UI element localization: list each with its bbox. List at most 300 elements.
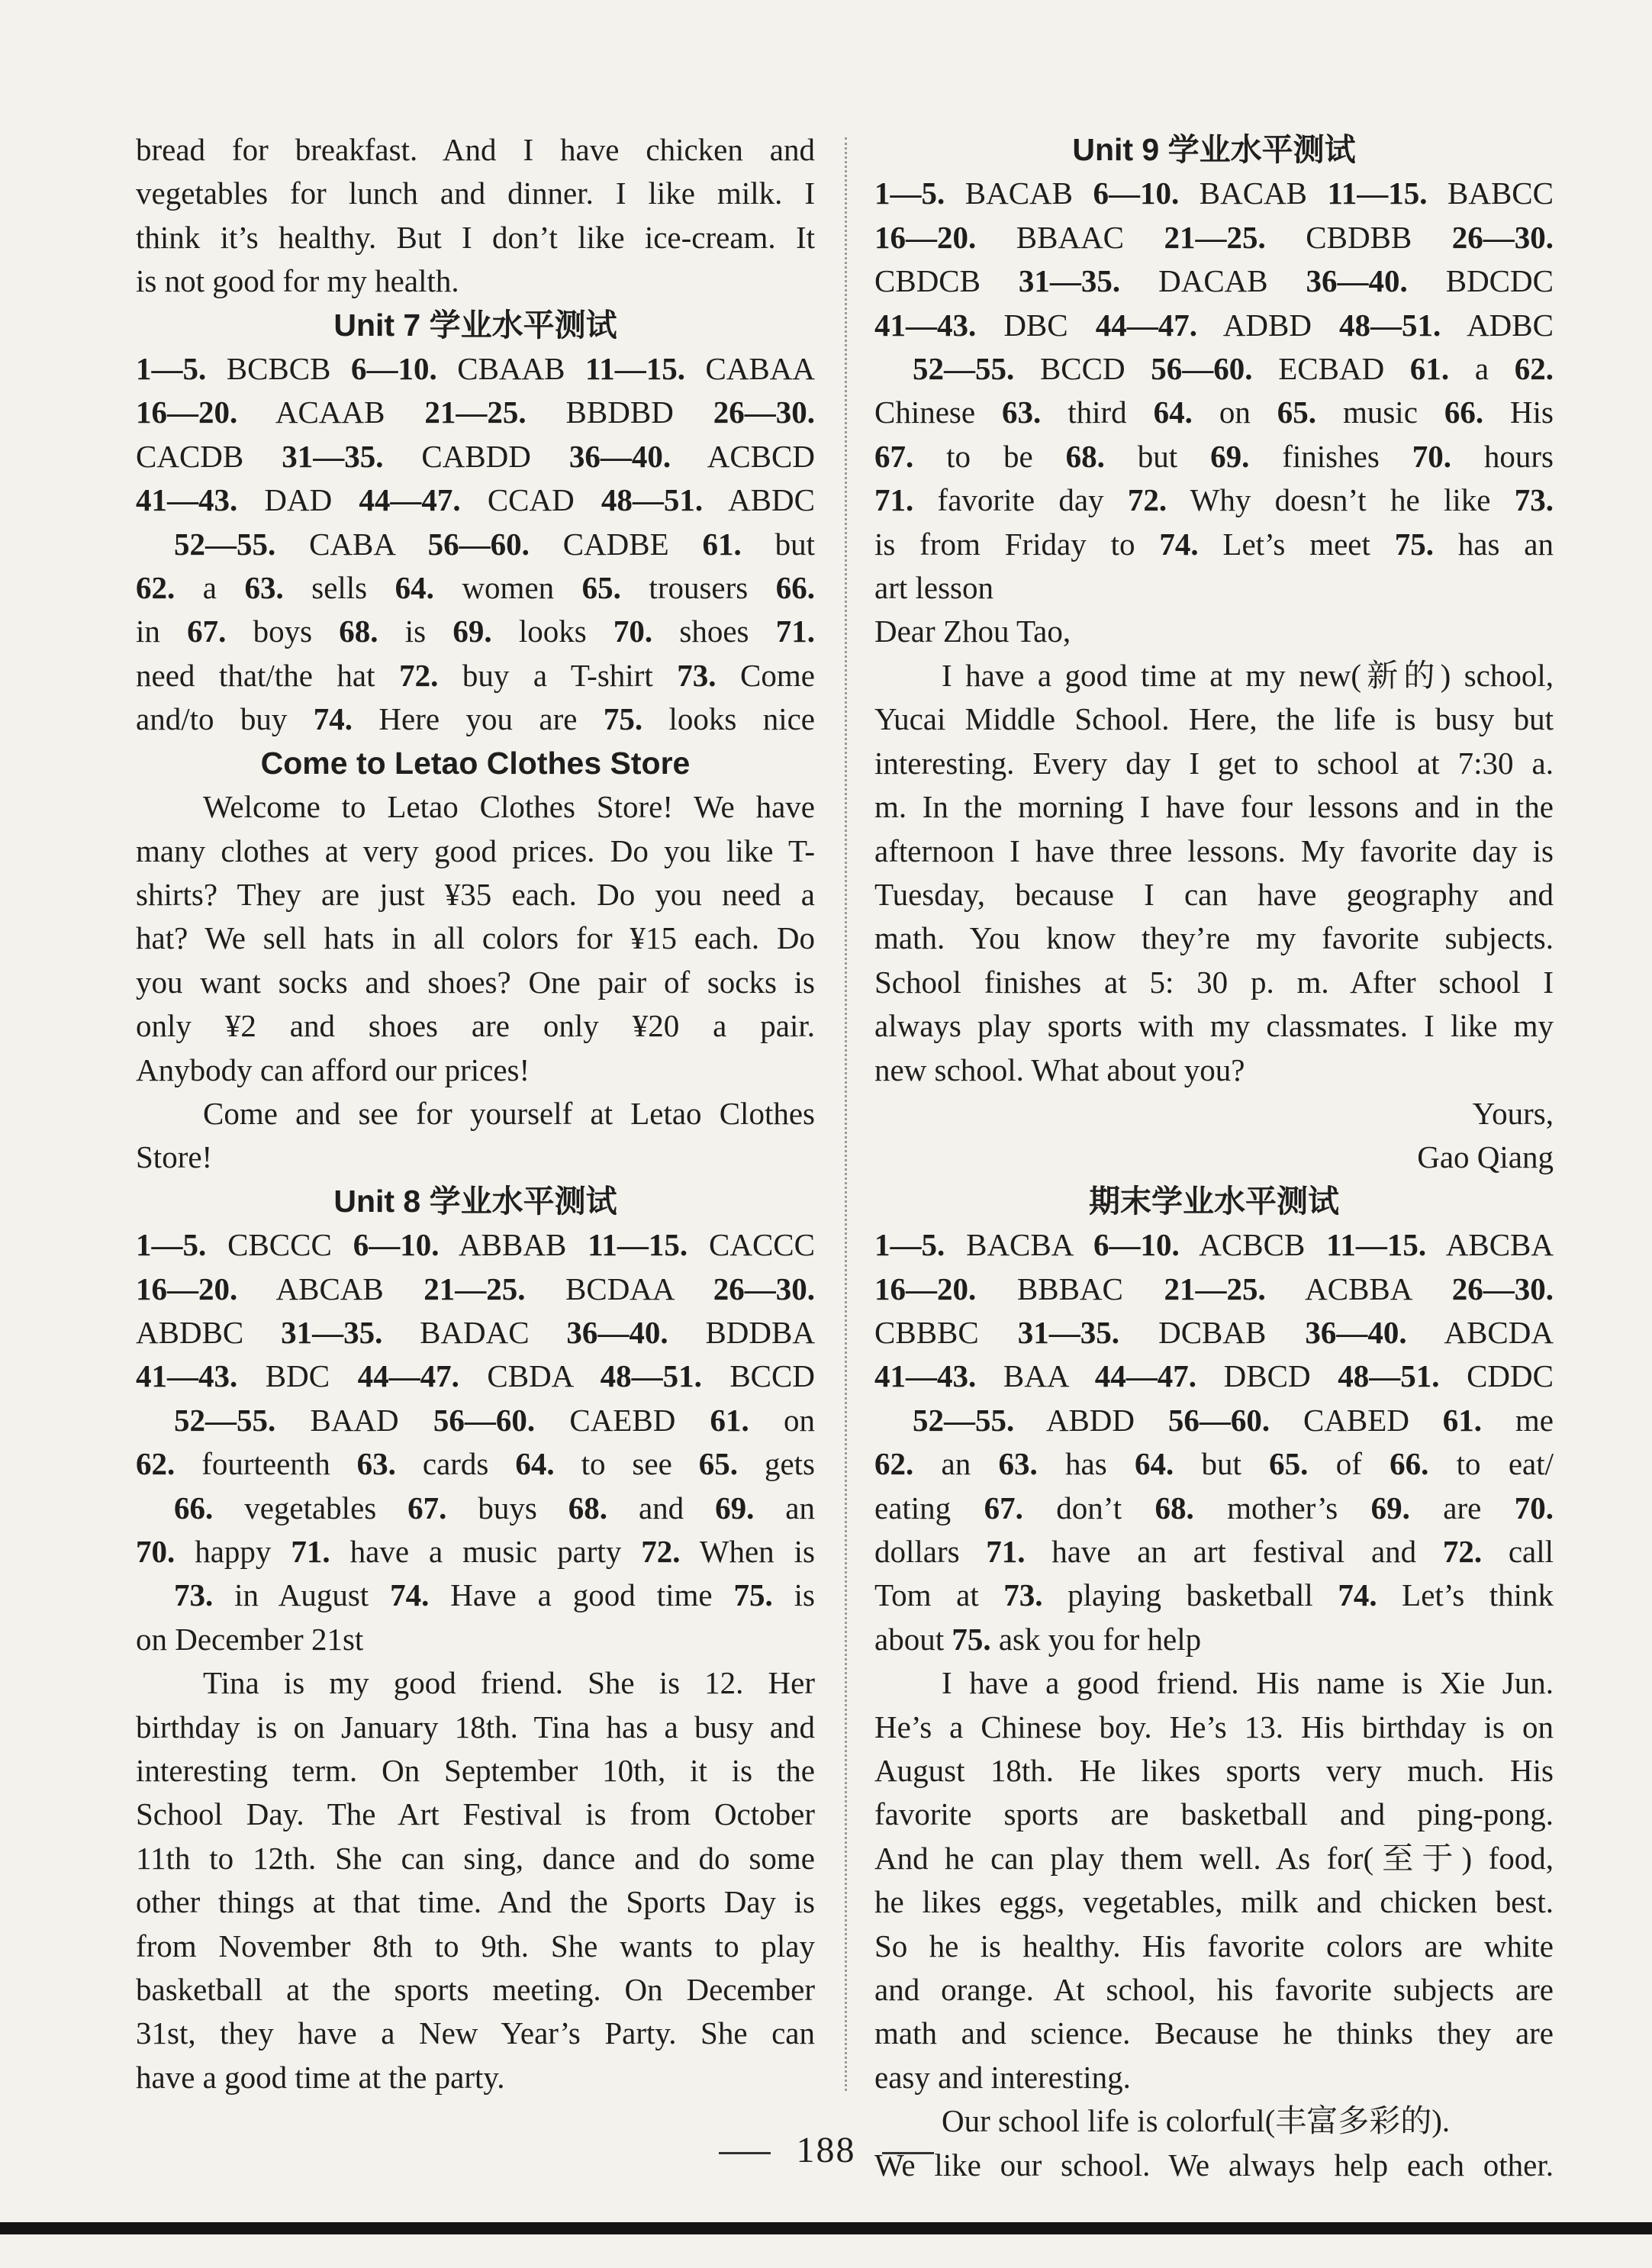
answer-line xyxy=(874,1442,1554,1486)
answer-text: shoes xyxy=(652,614,776,649)
answer-number: 68. xyxy=(339,614,378,649)
text-line: shirts? They are just ¥35 each. Do you need a xyxy=(136,876,815,912)
answer-text: CADBE xyxy=(529,526,703,562)
answer-text: gets xyxy=(738,1446,816,1482)
answer-text: an xyxy=(754,1490,815,1525)
answer-text: Let’s meet xyxy=(1198,526,1395,562)
answer-text: DBCD xyxy=(1196,1358,1338,1394)
text-line: favorite sports are basketball and ping-pong. xyxy=(874,1796,1554,1832)
text-line: birthday is on January 18th. Tina has a busy and xyxy=(136,1709,815,1744)
answer-line xyxy=(874,172,1554,215)
answer-text: CBDBB xyxy=(1265,219,1452,255)
answer-number: 56—60. xyxy=(1167,1402,1270,1438)
answer-text: Let’s think xyxy=(1377,1577,1554,1613)
answer-number: 66. xyxy=(174,1490,214,1525)
answer-text: ACBCB xyxy=(1179,1227,1327,1263)
answer-line xyxy=(136,1355,815,1398)
answer-text: ABCDA xyxy=(1406,1314,1554,1350)
answer-number: 72. xyxy=(1442,1534,1483,1569)
text-line: And he can play them well. As for(至于) food, xyxy=(874,1840,1554,1876)
answer-line xyxy=(136,435,815,478)
answer-text: ABDC xyxy=(703,482,815,518)
answer-line xyxy=(874,1574,1554,1617)
answer-text: CABED xyxy=(1270,1402,1443,1438)
page-number-text: 188 xyxy=(796,2130,856,2170)
unit-9-title: Unit 9 学业水平测试 xyxy=(1072,132,1356,167)
text-line: math and science. Because he thinks they are xyxy=(874,2015,1554,2051)
answer-text: playing basketball xyxy=(1042,1577,1338,1613)
answer-line xyxy=(136,610,815,653)
answer-number: 6—10. xyxy=(1093,1227,1180,1263)
answer-number: 44—47. xyxy=(357,1358,459,1394)
answer-number: 73. xyxy=(1003,1577,1043,1613)
answer-number: 31—35. xyxy=(281,1314,383,1350)
answer-number: 67. xyxy=(407,1490,447,1525)
answer-line xyxy=(874,216,1554,259)
answer-text: Come xyxy=(716,657,815,693)
answer-text: looks xyxy=(491,614,613,649)
answer-text: in August xyxy=(213,1577,391,1613)
text-line: basketball at the sports meeting. On December xyxy=(136,1972,815,2008)
answer-text: BACBA xyxy=(945,1227,1093,1263)
answer-number: 61. xyxy=(1442,1402,1483,1438)
text-line: math. You know they’re my favorite subjects. xyxy=(874,920,1554,956)
answer-text: BDCDC xyxy=(1407,263,1554,299)
answer-line xyxy=(136,697,815,741)
answer-text: me xyxy=(1482,1402,1554,1438)
answer-number: 64. xyxy=(1153,395,1193,430)
answer-number: 65. xyxy=(581,570,621,606)
answer-line xyxy=(874,523,1554,566)
answer-number: 63. xyxy=(998,1446,1038,1482)
answer-number: 75. xyxy=(952,1621,991,1657)
answer-text: Tom at xyxy=(874,1577,1004,1613)
text-line: only ¥2 and shoes are only ¥20 a pair. xyxy=(136,1008,815,1044)
answer-number: 1—5. xyxy=(874,1227,945,1263)
answer-text: BCCD xyxy=(701,1358,815,1394)
answer-text: ABBAB xyxy=(439,1227,588,1263)
answer-line xyxy=(136,1618,815,1661)
text-line: We like our school. We always help each other. xyxy=(874,2147,1554,2183)
text-line: He’s a Chinese boy. He’s 13. His birthday is on xyxy=(874,1709,1554,1744)
text-line: is not good for my health. xyxy=(136,263,459,299)
answer-text: have an art festival and xyxy=(1025,1534,1443,1569)
answer-text: about xyxy=(874,1621,952,1657)
answer-number: 70. xyxy=(1514,1490,1554,1525)
answer-text: on xyxy=(1192,395,1277,430)
unit-7-title: Unit 7 学业水平测试 xyxy=(333,307,617,343)
scan-edge-bar xyxy=(0,2222,1652,2234)
answer-number: 69. xyxy=(452,614,492,649)
final-test-title: 期末学业水平测试 xyxy=(1089,1183,1339,1219)
text-line: always play sports with my classmates. I like my xyxy=(874,1008,1554,1044)
answer-text: BCDAA xyxy=(525,1271,713,1306)
answer-text: CACCC xyxy=(688,1227,816,1263)
letter-signature: Gao Qiang xyxy=(1417,1139,1554,1175)
letter-closing: Yours, xyxy=(1472,1095,1554,1131)
answer-number: 74. xyxy=(313,701,353,737)
text-line: Tuesday, because I can have geography and xyxy=(874,876,1554,912)
answer-text: sells xyxy=(283,570,395,606)
answer-text: art lesson xyxy=(874,570,993,606)
answer-number: 26—30. xyxy=(713,1271,815,1306)
answer-number: 31—35. xyxy=(282,438,384,474)
answer-line xyxy=(874,1268,1554,1311)
answer-text: BAAD xyxy=(275,1402,433,1438)
answer-number: 48—51. xyxy=(1339,307,1441,343)
answer-text: to see xyxy=(554,1446,699,1482)
answer-text: third xyxy=(1041,395,1154,430)
answer-text: Here you are xyxy=(353,701,604,737)
answer-number: 64. xyxy=(515,1446,555,1482)
answer-text: ACAAB xyxy=(237,395,425,430)
answer-number: 70. xyxy=(136,1534,176,1569)
text-line: School Day. The Art Festival is from October xyxy=(136,1796,815,1832)
text-line: August 18th. He likes sports very much. His xyxy=(874,1753,1554,1789)
answer-number: 72. xyxy=(641,1534,681,1569)
answer-number: 21—25. xyxy=(424,395,527,430)
answer-number: 73. xyxy=(174,1577,214,1613)
answer-number: 61. xyxy=(702,526,742,562)
answer-number: 69. xyxy=(715,1490,755,1525)
answer-number: 52—55. xyxy=(913,1402,1015,1438)
answer-number: 62. xyxy=(1514,351,1554,387)
answer-number: 48—51. xyxy=(1338,1358,1440,1394)
answer-text: is from Friday to xyxy=(874,526,1160,562)
answer-text: CACDB xyxy=(136,438,282,474)
answer-number: 72. xyxy=(399,657,439,693)
answer-text: BBAAC xyxy=(976,219,1164,255)
answer-text: looks nice xyxy=(642,701,816,737)
answer-number: 31—35. xyxy=(1017,1314,1120,1350)
answer-text: need that/the hat xyxy=(136,657,400,693)
answer-line xyxy=(874,1399,1554,1442)
answer-number: 67. xyxy=(984,1490,1023,1525)
answer-text: has xyxy=(1037,1446,1135,1482)
answer-text: BDC xyxy=(237,1358,358,1394)
answer-text: of xyxy=(1308,1446,1390,1482)
answer-number: 1—5. xyxy=(874,176,945,211)
answer-number: 36—40. xyxy=(568,438,671,474)
answer-text: CABA xyxy=(275,526,428,562)
text-line: you want socks and shoes? One pair of socks is xyxy=(136,964,815,1000)
answer-number: 69. xyxy=(1210,438,1250,474)
answer-number: 6—10. xyxy=(350,351,437,387)
answer-number: 11—15. xyxy=(588,1227,688,1263)
answer-text: DBC xyxy=(976,307,1096,343)
answer-text: BBBAC xyxy=(976,1271,1164,1306)
answer-text: cards xyxy=(395,1446,516,1482)
answer-number: 16—20. xyxy=(874,219,977,255)
answer-number: 73. xyxy=(677,657,717,693)
text-line: Our school life is colorful(丰富多彩的). xyxy=(942,2103,1451,2139)
answer-number: 44—47. xyxy=(1094,1358,1197,1394)
answer-text: CBDA xyxy=(459,1358,601,1394)
answer-line xyxy=(136,566,815,610)
answer-number: 6—10. xyxy=(353,1227,440,1263)
answer-text: vegetables xyxy=(213,1490,408,1525)
answer-number: 65. xyxy=(1269,1446,1309,1482)
answer-text: CABDD xyxy=(383,438,569,474)
answer-text: ACBBA xyxy=(1265,1271,1452,1306)
answer-text: buy a T-shirt xyxy=(438,657,678,693)
answer-text: CCAD xyxy=(460,482,601,518)
answer-line xyxy=(136,1223,815,1267)
answer-text: ABDBC xyxy=(136,1314,282,1350)
answer-number: 68. xyxy=(568,1490,608,1525)
answer-text: but xyxy=(1174,1446,1270,1482)
answer-number: 64. xyxy=(394,570,434,606)
answer-text: When is xyxy=(680,1534,815,1569)
store-essay-title: Come to Letao Clothes Store xyxy=(260,745,691,781)
answer-text: Have a good time xyxy=(429,1577,734,1613)
answer-text: CAEBD xyxy=(535,1402,710,1438)
answer-text: Chinese xyxy=(874,395,1003,430)
answer-text: finishes xyxy=(1249,438,1412,474)
answer-line xyxy=(874,304,1554,347)
text-line: new school. What about you? xyxy=(874,1052,1245,1087)
answer-text: ABCAB xyxy=(237,1271,424,1306)
answer-number: 68. xyxy=(1065,438,1105,474)
answer-number: 52—55. xyxy=(913,351,1015,387)
text-line: 11th to 12th. She can sing, dance and do some xyxy=(136,1840,815,1876)
text-line: School finishes at 5: 30 p. m. After school I xyxy=(874,964,1554,1000)
answer-number: 44—47. xyxy=(1095,307,1197,343)
right-column xyxy=(874,128,1554,2187)
text-line: Store! xyxy=(136,1139,213,1175)
answer-text: fourteenth xyxy=(175,1446,357,1482)
answer-text: mother’s xyxy=(1193,1490,1371,1525)
answer-number: 26—30. xyxy=(1451,1271,1554,1306)
answer-number: 41—43. xyxy=(874,1358,977,1394)
answer-number: 11—15. xyxy=(584,351,685,387)
answer-text: dollars xyxy=(874,1534,987,1569)
answer-text: have a music party xyxy=(330,1534,642,1569)
answer-number: 16—20. xyxy=(136,395,238,430)
answer-number: 52—55. xyxy=(174,1402,276,1438)
answer-number: 65. xyxy=(1277,395,1317,430)
answer-number: 1—5. xyxy=(136,351,207,387)
answer-line xyxy=(136,1487,815,1530)
text-line: Tina is my good friend. She is 12. Her xyxy=(203,1665,815,1701)
answer-text: BBDBD xyxy=(526,395,713,430)
answer-number: 74. xyxy=(390,1577,430,1613)
answer-text: an xyxy=(913,1446,999,1482)
answer-line xyxy=(136,523,815,566)
text-line: vegetables for lunch and dinner. I like milk. I xyxy=(136,176,815,211)
answer-text: ask you for help xyxy=(990,1621,1202,1657)
answer-text: but xyxy=(1104,438,1211,474)
answer-text: music xyxy=(1316,395,1444,430)
answer-text: women xyxy=(433,570,582,606)
answer-number: 6—10. xyxy=(1093,176,1180,211)
text-line: interesting term. On September 10th, it is the xyxy=(136,1753,815,1789)
answer-text: is xyxy=(378,614,453,649)
answer-text: ECBAD xyxy=(1252,351,1410,387)
answer-number: 41—43. xyxy=(136,482,238,518)
text-line: think it’s healthy. But I don’t like ice-cream. It xyxy=(136,219,815,255)
answer-text: don’t xyxy=(1022,1490,1155,1525)
text-line: many clothes at very good prices. Do you like T- xyxy=(136,833,815,868)
answer-number: 16—20. xyxy=(136,1271,238,1306)
answer-number: 48—51. xyxy=(601,482,704,518)
answer-text: His xyxy=(1483,395,1554,430)
text-line: have a good time at the party. xyxy=(136,2059,505,2095)
answer-text: BACAB xyxy=(1179,176,1328,211)
answer-line xyxy=(874,391,1554,434)
answer-number: 62. xyxy=(136,570,176,606)
answer-line xyxy=(874,1530,1554,1574)
answer-number: 74. xyxy=(1159,526,1199,562)
answer-text: BDDBA xyxy=(668,1314,815,1350)
answer-number: 31—35. xyxy=(1018,263,1121,299)
text-line: Yucai Middle School. Here, the life is busy but xyxy=(874,701,1554,737)
answer-number: 62. xyxy=(136,1446,176,1482)
answer-number: 61. xyxy=(710,1402,749,1438)
answer-text: happy xyxy=(175,1534,291,1569)
answer-text: on December 21st xyxy=(136,1621,364,1657)
answer-text: to eat/ xyxy=(1428,1446,1554,1482)
text-line: bread for breakfast. And I have chicken and xyxy=(136,132,815,167)
answer-number: 56—60. xyxy=(433,1402,536,1438)
answer-number: 1—5. xyxy=(136,1227,207,1263)
answer-number: 56—60. xyxy=(1151,351,1253,387)
answer-number: 63. xyxy=(244,570,284,606)
answer-number: 36—40. xyxy=(1306,263,1408,299)
answer-text: BABCC xyxy=(1427,176,1554,211)
text-line: So he is healthy. His favorite colors are white xyxy=(874,1928,1554,1964)
answer-text: BCCD xyxy=(1014,351,1151,387)
answer-number: 71. xyxy=(986,1534,1026,1569)
answer-text: trousers xyxy=(620,570,776,606)
answer-text: are xyxy=(1409,1490,1515,1525)
text-line: I have a good friend. His name is Xie Jun. xyxy=(942,1665,1554,1701)
answer-text: call xyxy=(1482,1534,1554,1569)
answer-number: 72. xyxy=(1127,482,1167,518)
text-line: m. In the morning I have four lessons and in the xyxy=(874,789,1554,825)
answer-text: CDDC xyxy=(1439,1358,1554,1394)
answer-text: BAA xyxy=(976,1358,1095,1394)
answer-text: DAD xyxy=(237,482,359,518)
answer-number: 70. xyxy=(613,614,653,649)
left-column xyxy=(136,128,815,2099)
answer-text: a xyxy=(1449,351,1515,387)
answer-line xyxy=(136,1574,815,1617)
answer-number: 68. xyxy=(1154,1490,1194,1525)
answer-line xyxy=(136,1399,815,1442)
answer-number: 75. xyxy=(1394,526,1434,562)
text-line: from November 8th to 9th. She wants to play xyxy=(136,1928,815,1964)
answer-text: boys xyxy=(226,614,340,649)
answer-text: CBBBC xyxy=(874,1314,1018,1350)
text-line: and orange. At school, his favorite subjects are xyxy=(874,1972,1554,2008)
answer-number: 36—40. xyxy=(1305,1314,1407,1350)
column-divider xyxy=(845,137,847,2091)
text-line: Anybody can afford our prices! xyxy=(136,1052,530,1087)
answer-line xyxy=(874,259,1554,303)
answer-line xyxy=(874,1311,1554,1355)
answer-line xyxy=(136,347,815,391)
answer-line xyxy=(874,435,1554,478)
answer-number: 56—60. xyxy=(427,526,530,562)
unit-8-title: Unit 8 学业水平测试 xyxy=(333,1183,617,1219)
answer-text: ACBCD xyxy=(671,438,815,474)
text-line: Come and see for yourself at Letao Clothes xyxy=(203,1095,815,1131)
answer-line xyxy=(874,1618,1554,1661)
answer-number: 69. xyxy=(1370,1490,1410,1525)
text-line: 31st, they have a New Year’s Party. She can xyxy=(136,2015,815,2051)
answer-number: 11—15. xyxy=(1327,176,1428,211)
answer-line xyxy=(136,1311,815,1355)
answer-number: 64. xyxy=(1134,1446,1174,1482)
answer-line xyxy=(136,1442,815,1486)
answer-number: 73. xyxy=(1514,482,1554,518)
answer-number: 16—20. xyxy=(874,1271,977,1306)
answer-number: 52—55. xyxy=(174,526,276,562)
answer-text: CBDCB xyxy=(874,263,1019,299)
answer-text: BACAB xyxy=(945,176,1093,211)
answer-number: 61. xyxy=(1409,351,1450,387)
answer-number: 44—47. xyxy=(359,482,461,518)
page-number-dash xyxy=(719,2152,771,2154)
page-number-dash xyxy=(882,2152,934,2154)
answer-text: buys xyxy=(446,1490,568,1525)
answer-line xyxy=(136,1268,815,1311)
answer-number: 26—30. xyxy=(713,395,815,430)
letter-greeting: Dear Zhou Tao, xyxy=(874,614,1071,649)
answer-number: 71. xyxy=(775,614,815,649)
text-line: easy and interesting. xyxy=(874,2059,1131,2095)
answer-text: ABDD xyxy=(1014,1402,1168,1438)
answer-text: and xyxy=(607,1490,716,1525)
answer-number: 74. xyxy=(1338,1577,1377,1613)
answer-number: 71. xyxy=(874,482,914,518)
answer-text: CABAA xyxy=(684,351,815,387)
answer-line xyxy=(874,478,1554,522)
text-line: hat? We sell hats in all colors for ¥15 each. Do xyxy=(136,920,815,956)
answer-number: 66. xyxy=(1444,395,1484,430)
answer-number: 63. xyxy=(356,1446,396,1482)
answer-line xyxy=(874,566,1554,610)
text-line: Welcome to Letao Clothes Store! We have xyxy=(203,789,815,825)
text-line: he likes eggs, vegetables, milk and chicken best. xyxy=(874,1884,1554,1920)
answer-line xyxy=(136,391,815,434)
answer-number: 21—25. xyxy=(1164,219,1266,255)
answer-text: Why doesn’t he like xyxy=(1167,482,1515,518)
answer-number: 65. xyxy=(698,1446,738,1482)
answer-text: CBAAB xyxy=(436,351,585,387)
answer-text: BCBCB xyxy=(206,351,351,387)
answer-text: ADBD xyxy=(1196,307,1340,343)
answer-number: 48—51. xyxy=(600,1358,702,1394)
answer-line xyxy=(136,1530,815,1574)
answer-number: 11—15. xyxy=(1326,1227,1427,1263)
answer-number: 67. xyxy=(874,438,914,474)
answer-text: DACAB xyxy=(1120,263,1306,299)
answer-number: 70. xyxy=(1412,438,1451,474)
answer-text: DCBAB xyxy=(1119,1314,1306,1350)
answer-text: eating xyxy=(874,1490,984,1525)
answer-number: 36—40. xyxy=(566,1314,668,1350)
answer-line xyxy=(874,1223,1554,1267)
text-line: other things at that time. And the Sports Day is xyxy=(136,1884,815,1920)
answer-text: is xyxy=(772,1577,815,1613)
answer-number: 75. xyxy=(603,701,643,737)
answer-text: BADAC xyxy=(382,1314,567,1350)
answer-number: 41—43. xyxy=(874,307,977,343)
text-line: I have a good time at my new(新的) school, xyxy=(942,657,1554,693)
answer-line xyxy=(136,478,815,522)
